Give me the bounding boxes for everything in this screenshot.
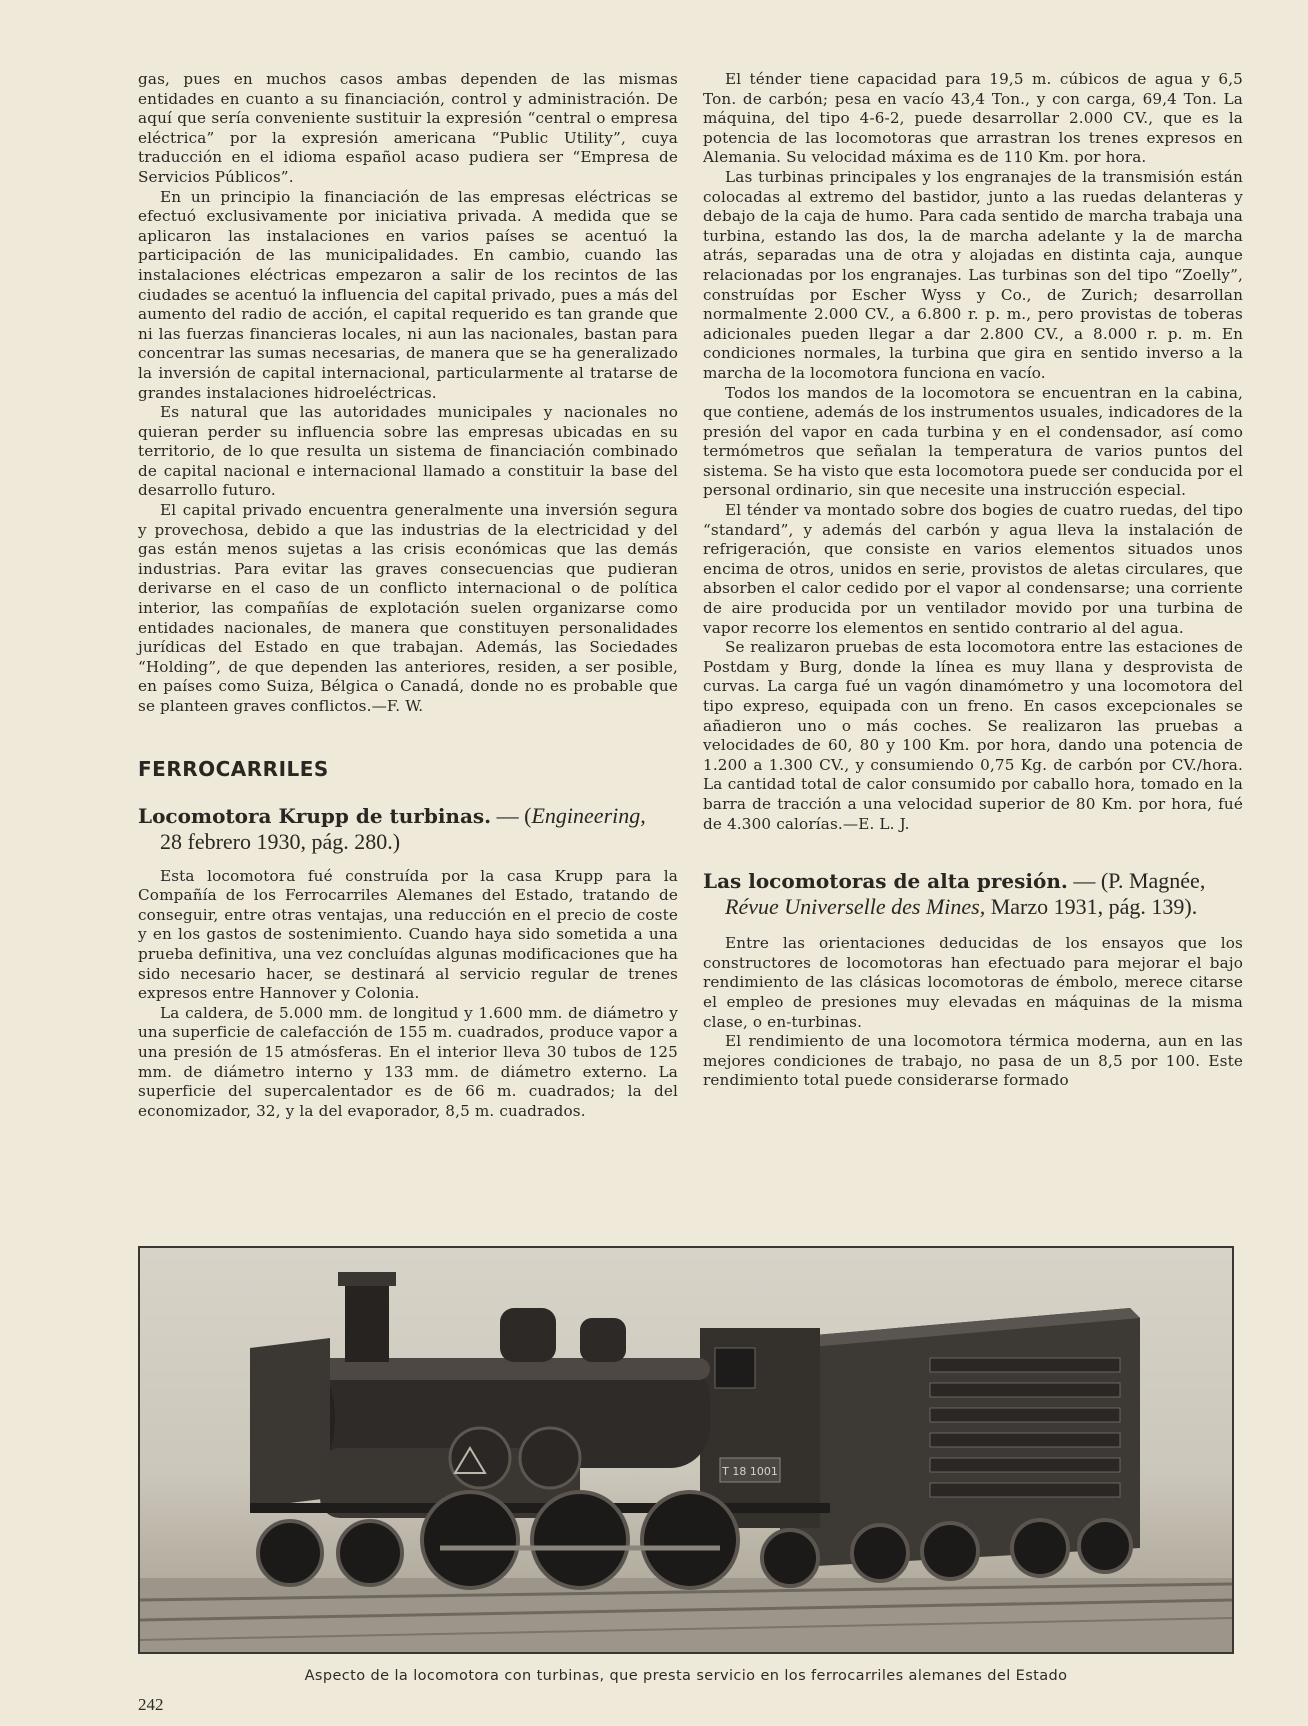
paragraph: En un principio la financiación de las empresas eléctricas se efectuó exclusivamente por iniciativa privada. A medida que se aplicaron las instalaciones en varios países se acentuó la participación de las municipalidades. En cambio, cuando las instalaciones eléctricas empezaron a salir de los recintos de las ciudades se acentuó la influencia del capital privado, pues a más del aumento del radio de acción, el capital requerido es tan grande que ni las fuerzas financieras locales, ni aun las nacionales, bastan para concentrar las sumas necesarias, de manera que se ha generalizado la inversión de capital internacional, particularmente al tratarse de grandes instalaciones hidroeléctricas. [138,187,678,402]
article-title: Las locomotoras de alta presión. [703,869,1068,894]
paragraph: Esta locomotora fué construída por la casa Krupp para la Compañía de los Ferrocarriles Alemanes del Estado, tratando de conseguir, entre otras ventajas, una reducción en el precio de coste y en los gastos de sostenimiento. Cuando haya sido sometida a una prueba definitiva, una vez concluídas algunas modificaciones que ha sido necesario hacer, se destinará al servicio regular de trenes expresos entre Hannover y Colonia. [138,866,678,1003]
paragraph: Entre las orientaciones deducidas de los ensayos que los constructores de locomotoras han efectuado para mejorar el bajo rendimiento de las clásicas locomotoras de émbolo, merece citarse el empleo de presiones muy elevadas en máquinas de la misma clase, o en-turbinas. [703,934,1243,1031]
article-dash: — ( [491,802,532,828]
figure-caption: Aspecto de la locomotora con turbinas, que presta servicio en los ferrocarriles alemanes del Estado [304,1668,1068,1684]
article-date: 28 febrero 1930, pág. 280.) [160,828,401,854]
page-number: 242 [138,1695,164,1714]
paragraph: El rendimiento de una locomotora térmica moderna, aun en las mejores condiciones de trabajo, no pasa de un 8,5 por 100. Este rendimiento total puede considerarse formado [703,1032,1243,1090]
article-citation [703,894,1243,920]
number-plate: T 18 1001 [722,1465,778,1478]
paragraph: Es natural que las autoridades municipales y nacionales no quieran perder su influencia sobre las empresas ubicadas en su territorio, de lo que resulta un sistema de financiación combinado de capital nacional e internacional llamado a constituir la base del desarrollo futuro. [138,403,678,500]
paragraph: Se realizaron pruebas de esta locomotora entre las estaciones de Postdam y Burg, donde la línea es muy llana y desprovista de curvas. La carga fué un vagón dinamómetro y una locomotora del tipo expreso, equipada con un freno. En casos excepcionales se añadieron uno o más coches. Se realizaron las pruebas a velocidades de 60, 80 y 100 Km. por hora, dando una potencia de 1.200 a 1.300 CV., y consumiendo 0,75 Kg. de carbón por CV./hora. La cantidad total de calor consumido por caballo hora, tomado en la barra de tracción a una velocidad superior de 80 Km. por hora, fué de 4.300 calorías.—E. L. J. [703,638,1243,833]
locomotive-photo [138,1246,1234,1654]
paragraph: Todos los mandos de la locomotora se encuentran en la cabina, que contiene, además de los instrumentos usuales, indicadores de la presión del vapor en cada turbina y en el condensador, así como termómetros que señalan la temperatura de varios puntos del sistema. Se ha visto que esta locomotora puede ser conducida por el personal ordinario, sin que necesite una instrucción especial. [703,383,1243,500]
section-heading: FERROCARRILES [138,756,329,781]
paragraph: El ténder tiene capacidad para 19,5 m. cúbicos de agua y 6,5 Ton. de carbón; pesa en vacío 43,4 Ton., y con carga, 69,4 Ton. La máquina, del tipo 4-6-2, puede desarrollar 2.000 CV., que es la potencia de las locomotoras que arrastran los trenes expresos en Alemania. Su velocidad máxima es de 110 Km. por hora. [703,70,1243,167]
article-journal: Révue Universelle des Mines, [725,894,986,920]
right-column [703,70,1243,1091]
paragraph: El capital privado encuentra generalmente una inversión segura y provechosa, debido a que las industrias de la electricidad y del gas están menos sujetas a las crisis económicas que las demás industrias. Para evitar las graves consecuencias que pudieran derivarse en el caso de un conflicto internacional o de política interior, las compañías de explotación suelen organizarse como entidades nacionales, de manera que constituyen personalidades jurídicas del Estado en que trabajan. Además, las Sociedades “Holding”, de que dependen las anteriores, residen, a ser posible, en países como Suiza, Bélgica o Canadá, donde no es probable que se planteen graves conflictos.—F. W. [138,501,678,715]
paragraph: Las turbinas principales y los engranajes de la transmisión están colocadas al extremo del bastidor, junto a las ruedas delanteras y debajo de la caja de humo. Para cada sentido de marcha trabaja una turbina, estando las dos, la de marcha adelante y la de marcha atrás, separadas una de otra y alojadas en distinta caja, aunque relacionadas por los engranajes. Las turbinas son del tipo “Zoelly”, construídas por Escher Wyss y Co., de Zurich; desarrollan normalmente 2.000 CV., a 6.800 r. p. m., pero provistas de toberas adicionales pueden llegar a dar 2.800 CV., a 8.000 r. p. m. En condiciones normales, la turbina que gira en sentido inverso a la marcha de la locomotora funciona en vacío. [703,167,1243,382]
left-column [138,70,678,1121]
article-date: Marzo 1931, pág. 139). [985,894,1198,920]
paragraph: gas, pues en muchos casos ambas dependen de las mismas entidades en cuanto a su financiación, control y administración. De aquí que sería conveniente sustituir la expresión “central o empresa eléctrica” por la expresión americana “Public Utility”, cuya traducción en el idioma español acaso pudiera ser “Empresa de Servicios Públicos”. [138,70,678,186]
paragraph: La caldera, de 5.000 mm. de longitud y 1.600 mm. de diámetro y una superficie de calefacción de 155 m. cuadrados, produce vapor a una presión de 15 atmósferas. En el interior lleva 30 tubos de 125 mm. de diámetro interno y 133 mm. de diámetro externo. La superficie del supercalentador es de 66 m. cuadrados; la del economizador, 32, y la del evaporador, 8,5 m. cuadrados. [138,1003,678,1120]
locomotive-illustration [140,1248,1232,1652]
paragraph: El ténder va montado sobre dos bogies de cuatro ruedas, del tipo “standard”, y además del carbón y agua lleva la instalación de refrigeración, que consiste en varios elementos situados unos encima de otros, unidos en serie, provistos de aletas circulares, que absorben el calor cedido por el vapor al condensarse; una corriente de aire producida por un ventilador movido por una turbina de vapor recorre los elementos en sentido contrario al del agua. [703,501,1243,637]
article-heading-alta-presion [703,868,1243,920]
article-journal: Engineering, [531,802,646,828]
article-title: Locomotora Krupp de turbinas. [138,803,492,828]
article-heading-krupp [138,803,678,855]
article-dash: — (P. Magnée, [1067,868,1206,894]
